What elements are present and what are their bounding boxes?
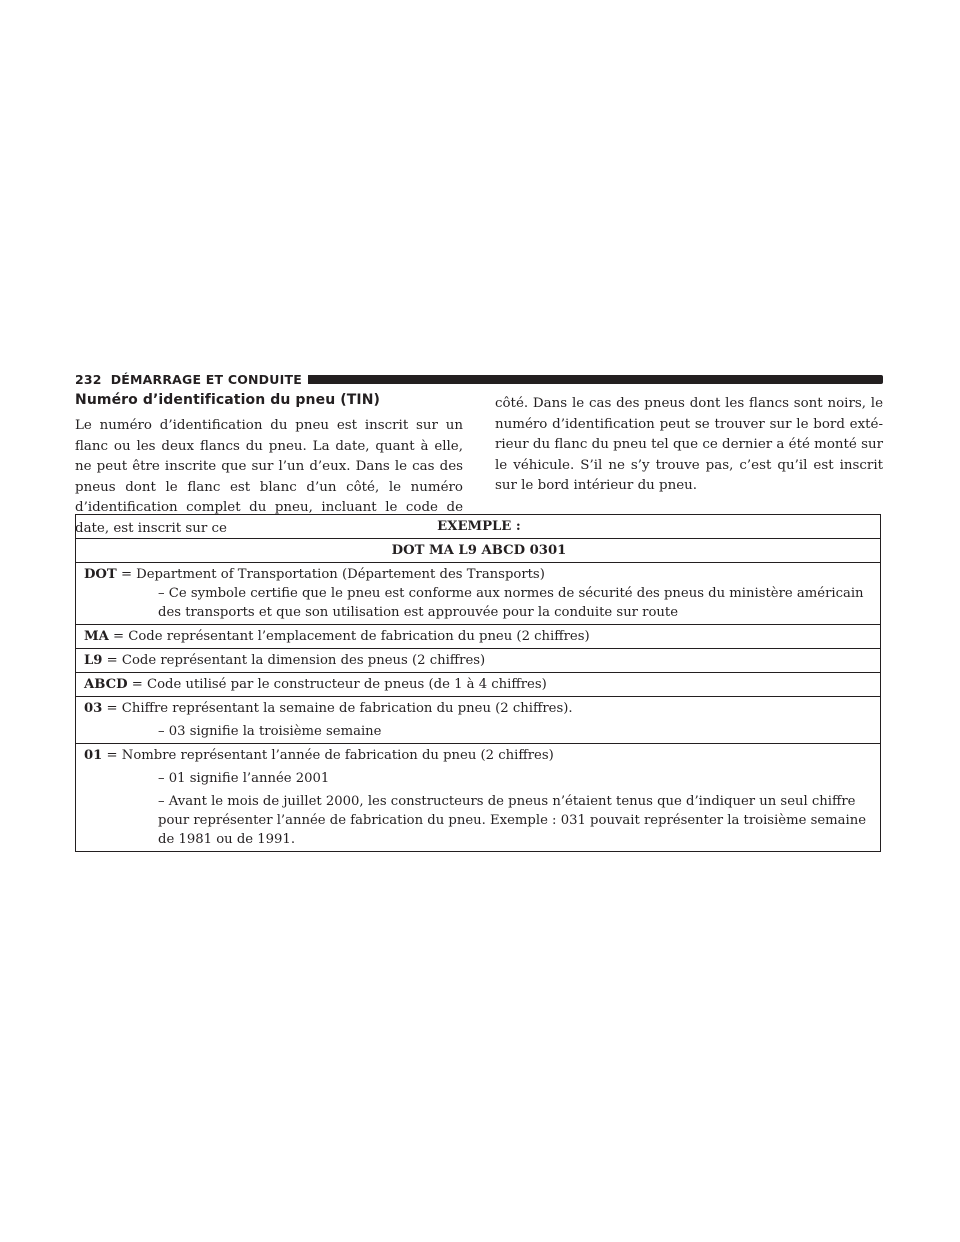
example-code: DOT MA L9 ABCD 0301: [76, 539, 880, 563]
code-label: 03: [84, 701, 103, 716]
table-row: [76, 625, 880, 649]
code-note: – 03 signifie la troisième semaine: [158, 724, 382, 739]
code-note: – Ce symbole certifie que le pneu est conforme aux normes de sécurité des pneus du ministère américain des transports et que son utilisation est approuvée pour la conduite sur route: [158, 586, 864, 620]
code-description: = Code représentant l’emplacement de fabrication du pneu (2 chiffres): [108, 629, 590, 644]
subsection-heading: Numéro d’identification du pneu (TIN): [75, 392, 381, 408]
page-header: [75, 371, 883, 387]
code-label: MA: [84, 629, 109, 644]
code-label: DOT: [84, 567, 117, 582]
paragraph-left: Le numéro d’identification du pneu est inscrit sur un flanc ou les deux flancs du pneu. La date, quant à elle, ne peut être inscrite que sur l’un d’eux. Dans le cas des pneus dont le flanc est blanc d’un côté, le numéro d’identification complet du pneu, incluant le code de date, est inscrit sur ce: [75, 418, 463, 536]
code-note: – 01 signifie l’année 2001: [158, 771, 330, 786]
table-title: EXEMPLE :: [76, 515, 880, 539]
header-rule: [308, 375, 883, 384]
table-row: [76, 649, 880, 673]
table-row: [76, 744, 880, 851]
code-label: ABCD: [84, 677, 128, 692]
code-description: = Chiffre représentant la semaine de fabrication du pneu (2 chiffres).: [102, 701, 573, 716]
code-description: = Nombre représentant l’année de fabrication du pneu (2 chiffres): [102, 748, 554, 763]
code-description: = Code utilisé par le constructeur de pneus (de 1 à 4 chiffres): [127, 677, 547, 692]
section-title: DÉMARRAGE ET CONDUITE: [110, 371, 302, 387]
table-row: [76, 697, 880, 744]
page-number: 232: [75, 371, 102, 387]
table-row: [76, 673, 880, 697]
example-table: [75, 514, 881, 852]
code-note: – Avant le mois de juillet 2000, les constructeurs de pneus n’étaient tenus que d’indiquer un seul chiffre pour représenter l’année de fabrication du pneu. Exemple : 031 pouvait représenter la troisième semaine de 1981 ou de 1991.: [158, 794, 867, 847]
table-row: [76, 563, 880, 625]
code-label: 01: [84, 748, 103, 763]
code-description: = Code représentant la dimension des pneus (2 chiffres): [102, 653, 486, 668]
paragraph-right: côté. Dans le cas des pneus dont les flancs sont noirs, le numéro d’identification peut se trouver sur le bord exté-rieur du flanc du pneu tel que ce dernier a été monté sur le véhicule. S’il ne s’y trouve pas, c’est qu’il est inscrit sur le bord intérieur du pneu.: [495, 396, 883, 493]
code-label: L9: [84, 653, 103, 668]
code-description: = Department of Transportation (Département des Transports): [116, 567, 545, 582]
